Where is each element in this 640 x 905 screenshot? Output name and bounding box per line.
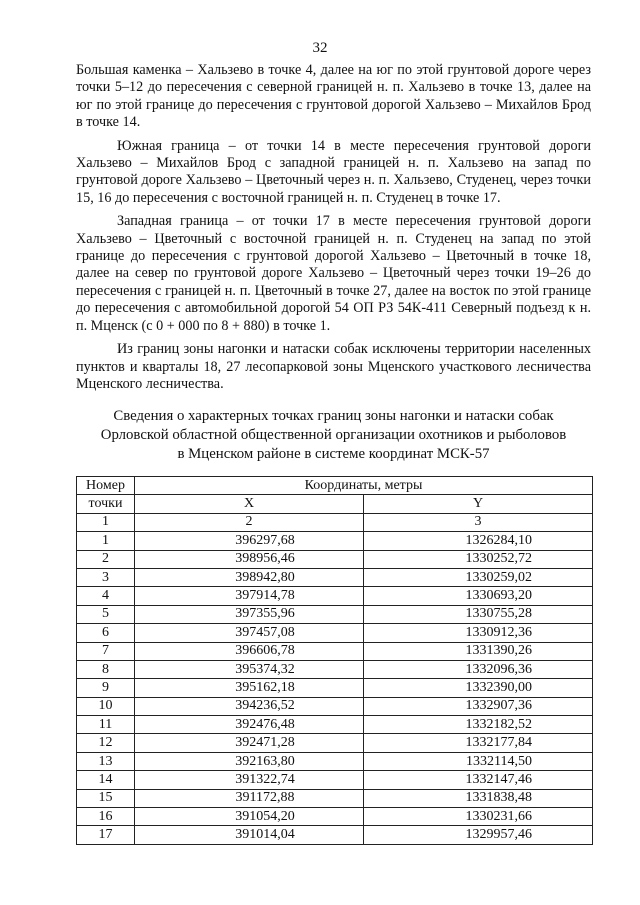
- y-coordinate-cell: 1330693,20: [364, 587, 593, 605]
- table-title: [76, 407, 591, 464]
- y-coordinate-cell: 1331838,48: [364, 789, 593, 807]
- body-text: [76, 62, 591, 399]
- table-row: [77, 568, 593, 586]
- x-coordinate-cell: 394236,52: [135, 697, 364, 715]
- table-body: [77, 532, 593, 845]
- table-row: [77, 550, 593, 568]
- x-coordinate-cell: 392163,80: [135, 752, 364, 770]
- point-number-cell: 12: [77, 734, 135, 752]
- y-coordinate-cell: 1332114,50: [364, 752, 593, 770]
- y-coordinate-cell: 1329957,46: [364, 826, 593, 844]
- x-coordinate-cell: 391172,88: [135, 789, 364, 807]
- x-coordinate-cell: 397355,96: [135, 605, 364, 623]
- point-number-cell: 11: [77, 716, 135, 734]
- y-coordinate-cell: 1332177,84: [364, 734, 593, 752]
- y-coordinate-cell: 1331390,26: [364, 642, 593, 660]
- x-coordinate-cell: 391054,20: [135, 808, 364, 826]
- table-title-line: Орловской областной общественной организации охотников и рыболовов: [100, 427, 567, 443]
- x-coordinate-cell: 397914,78: [135, 587, 364, 605]
- table-row: [77, 771, 593, 789]
- paragraph-exclusions: Из границ зоны нагонки и натаски собак исключены территории населенных пунктов и кварталы 18, 27 лесопарковой зоны Мценского участкового лесничества Мценского лесничества.: [76, 341, 591, 392]
- table-row: [77, 789, 593, 807]
- table-row: [77, 679, 593, 697]
- paragraph-west-border: Западная граница – от точки 17 в месте пересечения грунтовой дороги Хальзево – Цветочный с восточной границей н. п. Студенец на запад по этой границе до пересечения с грунтовой дорогой Хальзево – Цветочный в точке 18, далее на север по грунтовой дороге Хальзево – Цветочный через точки 19–26 до пересечения с границей н. п. Цветочный в точке 27, далее на восток по этой границе до пересечения с автомобильной дорогой 54 ОП РЗ 54К-411 Северный подъезд к н. п. Мценск (с 0 + 000 по 8 + 880) в точке 1.: [76, 213, 591, 334]
- column-index: 2: [135, 513, 364, 531]
- x-coordinate-cell: 396606,78: [135, 642, 364, 660]
- point-number-cell: 16: [77, 808, 135, 826]
- x-coordinate-cell: 391322,74: [135, 771, 364, 789]
- table-subheader-row: [77, 495, 593, 513]
- point-number-cell: 5: [77, 605, 135, 623]
- point-number-cell: 8: [77, 660, 135, 678]
- x-coordinate-cell: 392476,48: [135, 716, 364, 734]
- x-coordinate-cell: 397457,08: [135, 624, 364, 642]
- point-number-cell: 6: [77, 624, 135, 642]
- table-row: [77, 624, 593, 642]
- point-number-cell: 7: [77, 642, 135, 660]
- point-number-cell: 14: [77, 771, 135, 789]
- y-coordinate-cell: 1326284,10: [364, 532, 593, 550]
- y-coordinate-cell: 1332390,00: [364, 679, 593, 697]
- table-title-line: в Мценском районе в системе координат МСК-57: [177, 446, 490, 462]
- x-coordinate-cell: 396297,68: [135, 532, 364, 550]
- point-number-cell: 2: [77, 550, 135, 568]
- table-row: [77, 642, 593, 660]
- point-number-cell: 13: [77, 752, 135, 770]
- table-row: [77, 716, 593, 734]
- point-number-cell: 9: [77, 679, 135, 697]
- x-coordinate-cell: 398942,80: [135, 568, 364, 586]
- y-coordinate-cell: 1332096,36: [364, 660, 593, 678]
- coordinates-table: [76, 476, 593, 845]
- y-column-header: Y: [364, 495, 593, 513]
- point-number-cell: 10: [77, 697, 135, 715]
- y-coordinate-cell: 1330231,66: [364, 808, 593, 826]
- x-coordinate-cell: 398956,46: [135, 550, 364, 568]
- point-number-cell: 15: [77, 789, 135, 807]
- table-row: [77, 587, 593, 605]
- x-column-header: X: [135, 495, 364, 513]
- y-coordinate-cell: 1332147,46: [364, 771, 593, 789]
- page-number: 32: [312, 40, 328, 56]
- table-row: [77, 734, 593, 752]
- x-coordinate-cell: 395162,18: [135, 679, 364, 697]
- column-index-row: [77, 513, 593, 531]
- x-coordinate-cell: 392471,28: [135, 734, 364, 752]
- y-coordinate-cell: 1332182,52: [364, 716, 593, 734]
- table-row: [77, 532, 593, 550]
- point-number-cell: 17: [77, 826, 135, 844]
- table-row: [77, 826, 593, 844]
- paragraph-south-border: Южная граница – от точки 14 в месте пересечения грунтовой дороги Хальзево – Михайлов Брод с западной границей н. п. Хальзево на запад по грунтовой дороге Хальзево – Цветочный через н. п. Хальзево, Студенец, через точки 15, 16 до пересечения с восточной границей н. п. Студенец в точке 17.: [76, 137, 591, 206]
- point-number-cell: 3: [77, 568, 135, 586]
- table-row: [77, 697, 593, 715]
- point-number-cell: 4: [77, 587, 135, 605]
- y-coordinate-cell: 1330912,36: [364, 624, 593, 642]
- table-header-row: [77, 477, 593, 495]
- table-row: [77, 808, 593, 826]
- x-coordinate-cell: 391014,04: [135, 826, 364, 844]
- column-index: 3: [364, 513, 593, 531]
- point-number-header-line2: точки: [77, 495, 135, 513]
- table-row: [77, 605, 593, 623]
- point-number-cell: 1: [77, 532, 135, 550]
- point-number-header: Номер: [77, 477, 135, 495]
- y-coordinate-cell: 1332907,36: [364, 697, 593, 715]
- table-title-line: Сведения о характерных точках границ зоны нагонки и натаски собак: [113, 408, 554, 424]
- table-row: [77, 752, 593, 770]
- coordinates-header: Координаты, метры: [135, 477, 593, 495]
- x-coordinate-cell: 395374,32: [135, 660, 364, 678]
- paragraph-north-continuation: Большая каменка – Хальзево в точке 4, далее на юг по этой грунтовой дороге через точки 5–12 до пересечения с северной границей н. п. Хальзево в точке 13, далее на юг по этой границе до пересечения с грунтовой дорогой Хальзево – Михайлов Брод в точке 14.: [76, 62, 591, 131]
- y-coordinate-cell: 1330259,02: [364, 568, 593, 586]
- column-index: 1: [77, 513, 135, 531]
- y-coordinate-cell: 1330755,28: [364, 605, 593, 623]
- y-coordinate-cell: 1330252,72: [364, 550, 593, 568]
- table-row: [77, 660, 593, 678]
